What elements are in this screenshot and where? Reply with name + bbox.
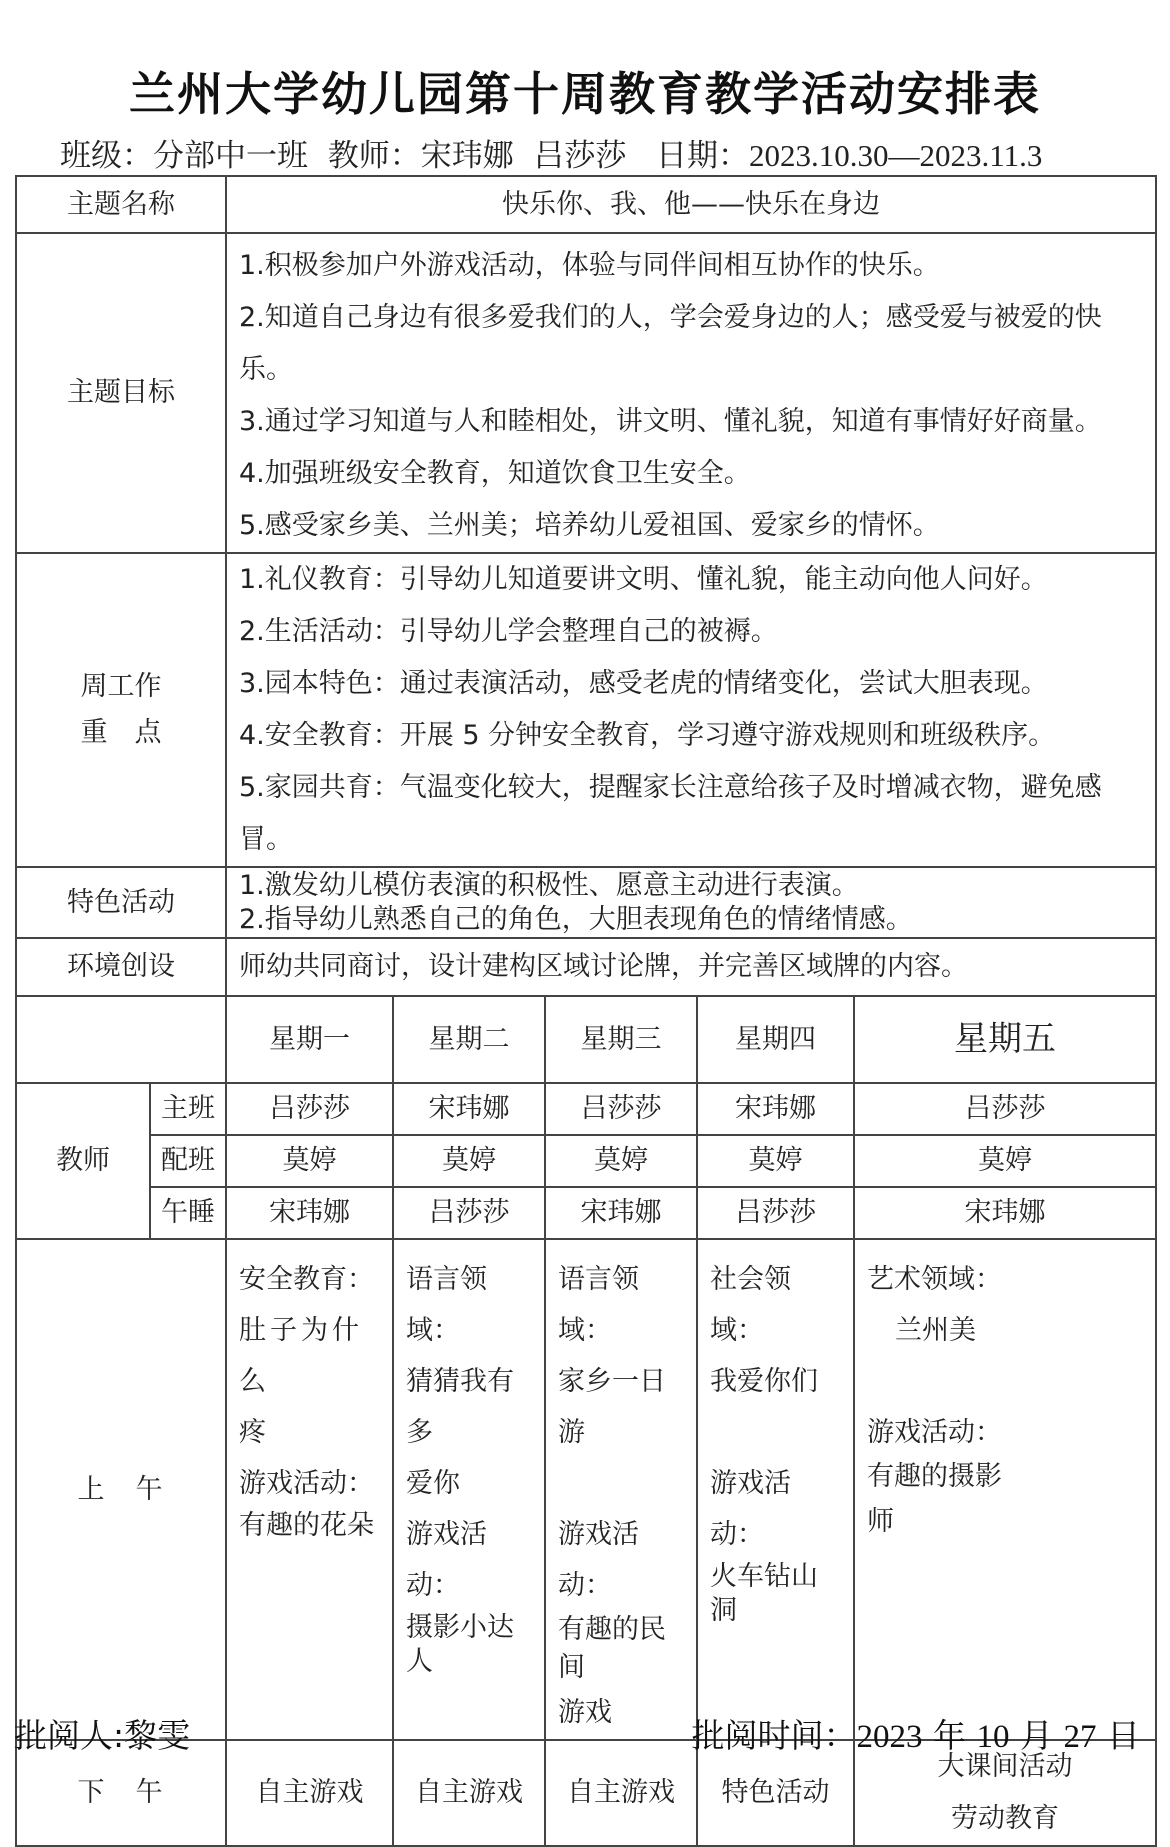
day-header: 星期三 xyxy=(545,996,697,1083)
teacher-name: 吕莎莎 xyxy=(393,1187,545,1239)
morning-game: 摄影小达人 xyxy=(406,1612,514,1677)
morning-lesson: 爱你 xyxy=(406,1468,460,1499)
goal-item: 2.知道自己身边有很多爱我们的人，学会爱身边的人；感受爱与被爱的快乐。 xyxy=(239,302,1102,385)
focus-label-line2: 重 点 xyxy=(80,717,162,748)
class-label: 班级： xyxy=(60,138,153,174)
review-time-label: 批阅时间： xyxy=(691,1716,857,1755)
goal-item: 1.积极参加户外游戏活动，体验与同伴间相互协作的快乐。 xyxy=(239,250,940,281)
goal-item: 3.通过学习知道与人和睦相处，讲文明、懂礼貌，知道有事情好好商量。 xyxy=(239,406,1102,437)
morning-lesson: 猜猜我有多 xyxy=(406,1366,514,1448)
morning-domain: 安全教育： xyxy=(239,1264,374,1295)
schedule-table xyxy=(15,175,1157,1847)
day-header: 星期一 xyxy=(226,996,393,1083)
teacher-role: 午睡 xyxy=(150,1187,226,1239)
day-header: 星期四 xyxy=(697,996,854,1083)
teacher-name: 吕莎莎 xyxy=(545,1083,697,1135)
teacher-name: 宋玮娜 xyxy=(854,1187,1156,1239)
day-char: 日 xyxy=(1107,1716,1140,1755)
morning-game: 游戏 xyxy=(558,1697,612,1728)
teacher-name: 宋玮娜 xyxy=(226,1187,393,1239)
goals-row xyxy=(16,233,1156,553)
morning-game: 师 xyxy=(867,1506,894,1537)
focus-item: 3.园本特色：通过表演活动，感受老虎的情绪变化，尝试大胆表现。 xyxy=(239,668,1048,699)
focus-item: 1.礼仪教育：引导幼儿知道要讲文明、懂礼貌，能主动向他人问好。 xyxy=(239,564,1048,595)
morning-domain: 语言领域： xyxy=(558,1264,639,1346)
teacher-name: 莫婷 xyxy=(697,1135,854,1187)
afternoon-label: 下 午 xyxy=(16,1740,226,1846)
focus-label xyxy=(16,553,226,867)
page-title: 兰州大学幼儿园第十周教育教学活动安排表 xyxy=(129,67,1041,121)
review-time xyxy=(692,1710,1141,1757)
morning-lesson: 肚子为什么 xyxy=(239,1315,363,1397)
morning-game-label: 游戏活动： xyxy=(239,1468,374,1499)
teacher-role: 配班 xyxy=(150,1135,226,1187)
goals-content xyxy=(226,233,1156,553)
review-month: 10 xyxy=(976,1719,1010,1755)
focus-item: 2.生活活动：引导幼儿学会整理自己的被褥。 xyxy=(239,616,778,647)
focus-label-line1: 周工作 xyxy=(80,671,162,702)
focus-row xyxy=(16,553,1156,867)
morning-cell xyxy=(393,1239,545,1740)
teacher-name: 莫婷 xyxy=(393,1135,545,1187)
afternoon-cell: 自主游戏 xyxy=(393,1740,545,1846)
focus-content xyxy=(226,553,1156,867)
theme-label: 主题名称 xyxy=(16,176,226,233)
theme-row xyxy=(16,176,1156,233)
theme-value: 快乐你、我、他——快乐在身边 xyxy=(226,176,1156,233)
goal-item: 4.加强班级安全教育，知道饮食卫生安全。 xyxy=(239,458,751,489)
teacher-name: 莫婷 xyxy=(854,1135,1156,1187)
teacher-name: 吕莎莎 xyxy=(697,1187,854,1239)
environment-value: 师幼共同商讨，设计建构区域讨论牌，并完善区域牌的内容。 xyxy=(226,938,1156,996)
morning-game-label: 游戏活动： xyxy=(558,1519,639,1601)
review-year: 2023 xyxy=(856,1719,923,1755)
teacher-name: 莫婷 xyxy=(226,1135,393,1187)
teacher-name: 吕莎莎 xyxy=(854,1083,1156,1135)
date-label: 日期： xyxy=(656,138,749,174)
morning-game: 有趣的摄影 xyxy=(867,1461,1002,1492)
goal-item: 5.感受家乡美、兰州美；培养幼儿爱祖国、爱家乡的情怀。 xyxy=(239,510,940,541)
morning-lesson: 家乡一日游 xyxy=(558,1366,666,1448)
teacher-name: 宋玮娜 xyxy=(697,1083,854,1135)
morning-row xyxy=(16,1239,1156,1740)
special-item: 1.激发幼儿模仿表演的积极性、愿意主动进行表演。 xyxy=(239,869,859,901)
year-char: 年 xyxy=(933,1716,966,1755)
special-item: 2.指导幼儿熟悉自己的角色，大胆表现角色的情绪情感。 xyxy=(239,903,913,935)
review-day: 27 xyxy=(1063,1719,1097,1755)
morning-lesson: 疼 xyxy=(239,1417,266,1448)
morning-game-label: 游戏活动： xyxy=(867,1417,1002,1448)
morning-domain: 语言领域： xyxy=(406,1264,487,1346)
teacher-name: 吕莎莎 xyxy=(226,1083,393,1135)
afternoon-cell: 自主游戏 xyxy=(545,1740,697,1846)
morning-lesson: 兰州美 xyxy=(895,1315,976,1346)
days-header-row xyxy=(16,996,1156,1083)
afternoon-line: 劳动教育 xyxy=(951,1803,1059,1834)
class-value: 分部中一班 xyxy=(153,138,308,174)
teacher-name: 宋玮娜 xyxy=(393,1083,545,1135)
morning-lesson: 我爱你们 xyxy=(710,1366,818,1397)
afternoon-cell: 自主游戏 xyxy=(226,1740,393,1846)
afternoon-line: 大课间活动 xyxy=(937,1751,1073,1782)
teacher-row-nap xyxy=(16,1187,1156,1239)
afternoon-cell: 特色活动 xyxy=(697,1740,854,1846)
day-header: 星期五 xyxy=(854,996,1156,1083)
special-label: 特色活动 xyxy=(16,867,226,938)
morning-game-label: 游戏活动： xyxy=(710,1468,791,1550)
header-info xyxy=(60,130,1042,175)
focus-item: 5.家园共育：气温变化较大，提醒家长注意给孩子及时增减衣物，避免感冒。 xyxy=(239,772,1102,855)
morning-cell xyxy=(226,1239,393,1740)
date-value: 2023.10.30—2023.11.3 xyxy=(749,138,1043,173)
teacher-role: 主班 xyxy=(150,1083,226,1135)
environment-row xyxy=(16,938,1156,996)
teacher-name: 宋玮娜 xyxy=(545,1187,697,1239)
focus-item: 4.安全教育：开展 5 分钟安全教育，学习遵守游戏规则和班级秩序。 xyxy=(239,720,1056,751)
teacher-label: 教师： xyxy=(327,138,421,174)
month-char: 月 xyxy=(1020,1716,1053,1755)
teacher-name: 莫婷 xyxy=(545,1135,697,1187)
morning-cell xyxy=(697,1239,854,1740)
teacher-row-main xyxy=(16,1083,1156,1135)
morning-game: 火车钻山洞 xyxy=(710,1561,818,1626)
reviewer xyxy=(14,1710,190,1757)
reviewer-label: 批阅人: xyxy=(14,1716,125,1755)
morning-domain: 艺术领域： xyxy=(867,1264,1002,1295)
morning-cell xyxy=(545,1239,697,1740)
goals-label: 主题目标 xyxy=(16,233,226,553)
morning-game: 有趣的花朵 xyxy=(239,1510,374,1541)
morning-cell xyxy=(854,1239,1156,1740)
day-header: 星期二 xyxy=(393,996,545,1083)
morning-game: 有趣的民间 xyxy=(558,1614,666,1683)
teachers-label: 教师 xyxy=(16,1083,150,1239)
special-row xyxy=(16,867,1156,938)
teacher-row-assist xyxy=(16,1135,1156,1187)
morning-label: 上 午 xyxy=(16,1239,226,1740)
environment-label: 环境创设 xyxy=(16,938,226,996)
morning-domain: 社会领域： xyxy=(710,1264,791,1346)
teacher-value: 宋玮娜 吕莎莎 xyxy=(420,138,627,174)
days-header-blank xyxy=(16,996,226,1083)
morning-game-label: 游戏活动： xyxy=(406,1519,487,1601)
reviewer-name: 黎雯 xyxy=(124,1716,191,1755)
special-content xyxy=(226,867,1156,938)
